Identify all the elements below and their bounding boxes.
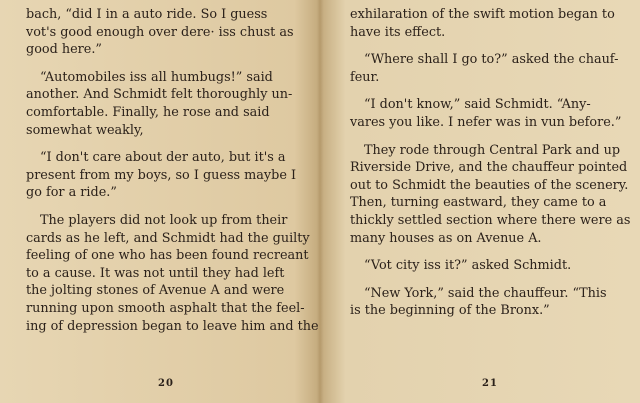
text-line: vot's good enough over dere· iss chust as [26, 24, 294, 40]
text-line: “Where shall I go to?” asked the chauf- [364, 52, 619, 68]
right-page [320, 0, 640, 403]
paragraph [350, 142, 630, 248]
text-line: “Vot city iss it?” asked Schmidt. [364, 258, 572, 274]
paragraph [350, 257, 630, 275]
text-line: present from my boys, so I guess maybe I [26, 167, 297, 183]
text-line: The players did not look up from their [40, 212, 288, 228]
text-line: “New York,” said the chauffeur. “This [364, 285, 607, 301]
text-line: thickly settled section where there were as [350, 212, 631, 228]
text-line: another. And Schmidt felt thoroughly un- [26, 87, 293, 103]
page-number: 21 [482, 378, 498, 389]
text-line: “I don't care about der auto, but it's a [40, 150, 286, 166]
text-line: is the beginning of the Bronx.” [350, 303, 550, 319]
text-line: have its effect. [350, 24, 446, 40]
text-line: “Automobiles iss all humbugs!” said [40, 69, 273, 85]
text-line: out to Schmidt the beauties of the scenery. [350, 177, 629, 193]
text-line: cards as he left, and Schmidt had the guilty [26, 230, 310, 246]
text-line: the jolting stones of Avenue A and were [26, 283, 285, 299]
page-number: 20 [158, 378, 174, 389]
text-line: good here.” [26, 42, 102, 58]
text-line: bach, “did I in a auto ride. So I guess [26, 7, 268, 22]
text-line: vares you like. I nefer was in vun before.” [350, 114, 622, 130]
paragraph [350, 51, 630, 86]
paragraph [350, 285, 630, 320]
text-line: feeling of one who has been found recreant [26, 248, 309, 264]
text-line: Then, turning eastward, they came to a [350, 195, 607, 211]
text-line: ing of depression began to leave him and the [26, 318, 319, 334]
paragraph [26, 149, 300, 202]
text-line: to a cause. It was not until they had left [26, 265, 285, 281]
paragraph [26, 212, 319, 335]
paragraph [350, 96, 630, 131]
text-line: Riverside Drive, and the chauffeur pointed [350, 160, 628, 176]
text-line: many houses as on Avenue A. [350, 230, 542, 246]
text-line: They rode through Central Park and up [364, 142, 621, 158]
text-line: comfortable. Finally, he rose and said [26, 104, 270, 120]
text-line: “I don't know,” said Schmidt. “Any- [364, 97, 591, 113]
paragraph [26, 6, 300, 59]
paragraph [26, 69, 300, 139]
text-line: feur. [350, 69, 380, 85]
text-line: somewhat weakly, [26, 122, 144, 138]
text-line: running upon smooth asphalt that the feel- [26, 300, 305, 316]
text-line: exhilaration of the swift motion began to [350, 7, 615, 22]
paragraph [350, 6, 630, 41]
text-line: go for a ride.” [26, 185, 117, 201]
